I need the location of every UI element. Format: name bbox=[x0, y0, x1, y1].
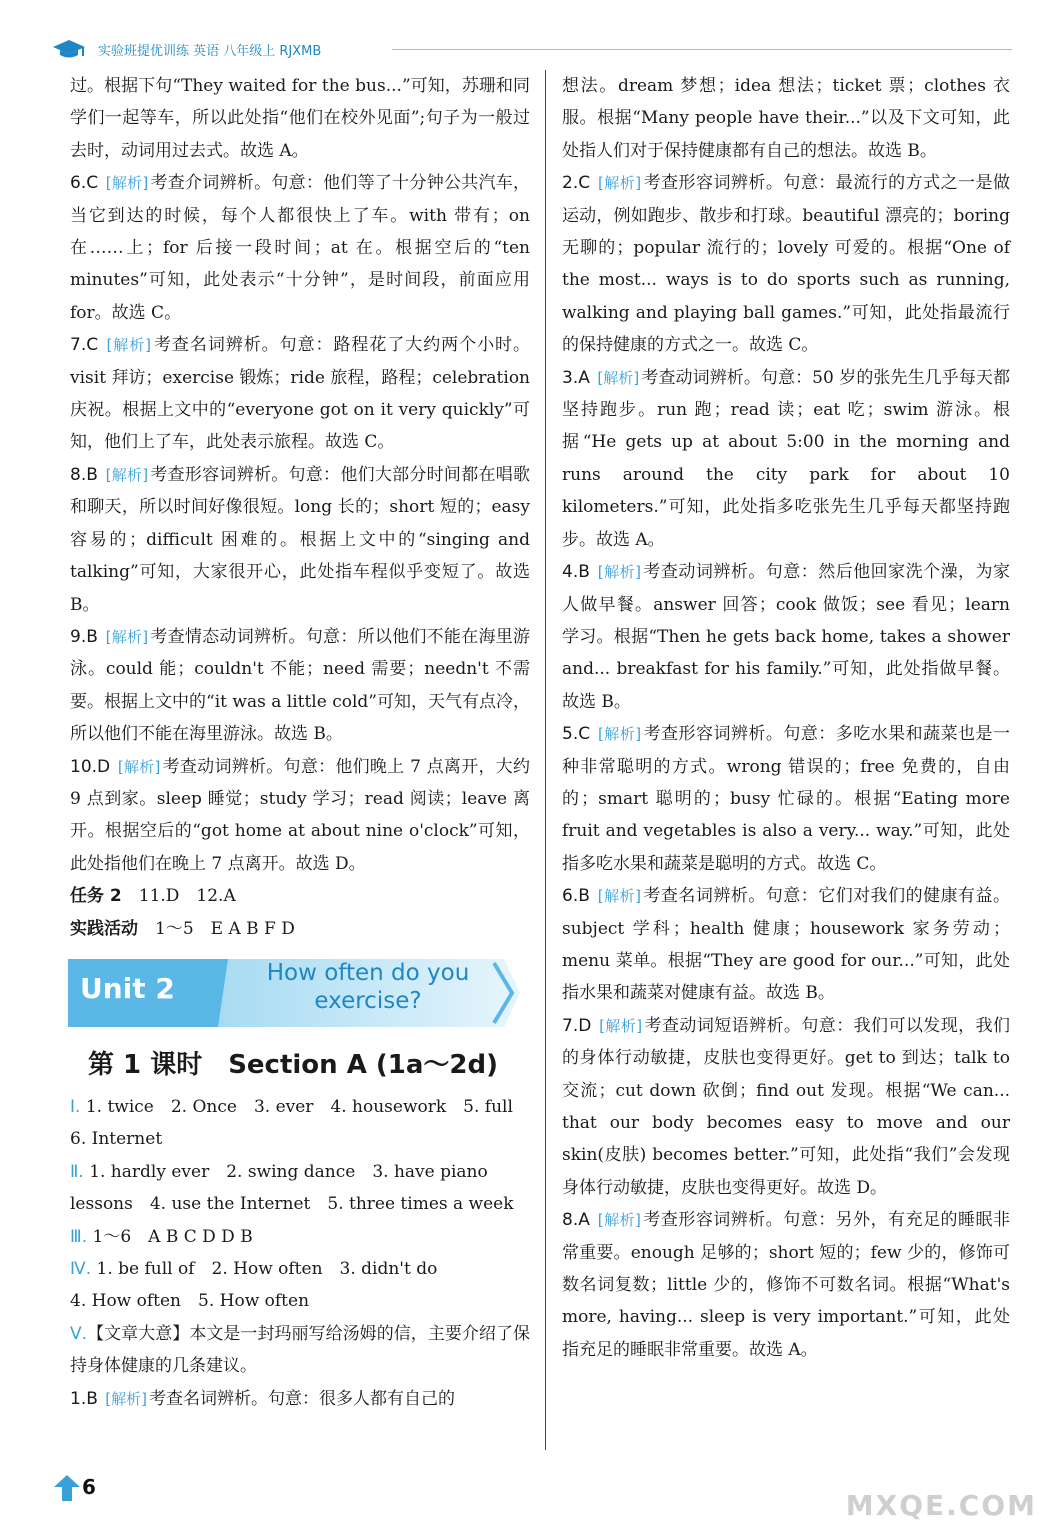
graduation-cap-icon bbox=[52, 38, 86, 60]
left-item-8: 8.B [解析] 考查形容词辨析。句意：他们大部分时间都在唱歌和聊天，所以时间好像很短。long 长的；short 短的；easy 容易的；difficult 困难的。根据上文中的“singing and talking”可知，大家很开心，此处指车程似乎变短了。故选 B。 bbox=[70, 464, 531, 615]
unit-banner bbox=[68, 955, 524, 1031]
analysis-tag: [解析] bbox=[106, 336, 152, 355]
answers-section-5: Ⅴ.【文章大意】本文是一封玛丽写给汤姆的信，主要介绍了保持身体健康的几条建议。 bbox=[70, 1323, 530, 1377]
left-item-10: 10.D [解析] 考查动词辨析。句意：他们晚上 7 点离开，大约 9 点到家。sleep 睡觉；study 学习；read 阅读；leave 离开。根据空后的“got home at about nine o'clock”可知，此处指他们在晚上 7 点离开。故选 D。 bbox=[70, 756, 530, 874]
page-header bbox=[52, 38, 1012, 60]
analysis-tag: [解析] bbox=[105, 1389, 148, 1408]
task2-answers: 任务 2 11.D 12.A bbox=[70, 886, 236, 907]
left-column bbox=[70, 70, 530, 1415]
right-intro: 想法。dream 梦想；idea 想法；ticket 票；clothes 衣服。根据“Many people have their...”以及下文可知，此处指人们对于保持健康都有自己的想法。故选 B。 bbox=[562, 76, 1010, 161]
right-column bbox=[562, 70, 1010, 1366]
header-rule bbox=[392, 49, 1012, 50]
analysis-tag: [解析] bbox=[597, 174, 642, 193]
left-item-9: 9.B [解析] 考查情态动词辨析。句意：所以他们不能在海里游泳。could 能；couldn't 不能；need 需要；needn't 不需要。根据上文中的“it was a little cold”可知，天气有点冷，所以他们不能在海里游泳。故选 B。 bbox=[70, 626, 531, 745]
right-item-7: 7.D [解析] 考查动词短语辨析。句意：我们可以发现，我们的身体行动敏捷，皮肤也变得更好。get to 到达；talk to 交流；cut down 砍倒；find out 发现。根据“We can... that our body becomes easy to move and our skin(皮肤) becomes better.”可知，此处指“我们”会发现身体行动敏捷，皮肤也变得更好。故选 D。 bbox=[562, 1015, 1010, 1198]
unit-label: Unit 2 bbox=[80, 971, 175, 1005]
lesson-title: 第 1 课时 Section A (1a～2d) bbox=[88, 1049, 499, 1080]
left-item-6: 6.C [解析] 考查介词辨析。句意：他们等了十分钟公共汽车，当它到达的时候，每个人都很快上了车。with 带有；on 在……上；for 后接一段时间；at 在。根据空后的“ten minutes”可知，此处表示“十分钟”，是时间段，前面应用 for。故选 C。 bbox=[70, 173, 531, 323]
right-item-5: 5.C [解析] 考查形容词辨析。句意：多吃水果和蔬菜也是一种非常聪明的方式。wrong 错误的；free 免费的，自由的；smart 聪明的；busy 忙碌的。根据“Eating more fruit and vegetables is also a very... way.”可知，此处指多吃水果和蔬菜是聪明的方式。故选 C。 bbox=[562, 724, 1011, 874]
analysis-tag: [解析] bbox=[597, 1211, 641, 1230]
analysis-tag: [解析] bbox=[597, 725, 642, 744]
unit-subtitle: How often do you exercise? bbox=[266, 959, 470, 1014]
right-item-8: 8.A [解析] 考查形容词辨析。句意：另外，有充足的睡眠非常重要。enough 足够的；short 短的；few 少的，修饰可数名词复数；little 少的，修饰不可数名词。根据“What's more, having... sleep is very important.”可知，此处指充足的睡眠非常重要。故选 A。 bbox=[562, 1210, 1010, 1360]
answers-q1: 1.B [解析] 考查名词辨析。句意：很多人都有自己的 bbox=[70, 1388, 456, 1409]
left-intro: 过。根据下句“They waited for the bus...”可知，苏珊和同学们一起等车，所以此处指“他们在校外见面”;句子为一般过去时，动词用过去式。故选 A。 bbox=[70, 76, 530, 161]
answers-section-1: Ⅰ. 1. twice 2. Once 3. ever 4. housework 5. full 6. Internet bbox=[70, 1096, 513, 1150]
analysis-tag: [解析] bbox=[599, 1016, 643, 1035]
analysis-tag: [解析] bbox=[117, 757, 161, 776]
page-number: 6 bbox=[52, 1473, 104, 1503]
page-arrow-icon bbox=[52, 1473, 82, 1503]
analysis-tag: [解析] bbox=[597, 887, 641, 906]
analysis-tag: [解析] bbox=[105, 174, 149, 193]
analysis-tag: [解析] bbox=[597, 368, 640, 387]
column-divider bbox=[545, 70, 546, 1450]
answers-section-2: Ⅱ. 1. hardly ever 2. swing dance 3. have piano lessons 4. use the Internet 5. three times a week bbox=[70, 1161, 514, 1215]
right-item-2: 2.C [解析] 考查形容词辨析。句意：最流行的方式之一是做运动，例如跑步、散步和打球。beautiful 漂亮的；boring 无聊的；popular 流行的；lovely 可爱的。根据“One of the most... ways is to do sports such as running, walking and playing ball games.”可知，此处指最流行的保持健康的方式之一。故选 C。 bbox=[562, 173, 1011, 356]
header-title: 实验班提优训练 英语 八年级上 RJXMB bbox=[98, 44, 322, 59]
analysis-tag: [解析] bbox=[597, 563, 641, 582]
right-item-4: 4.B [解析] 考查动词辨析。句意：然后他回家洗个澡，为家人做早餐。answer 回答；cook 做饭；see 看见；learn 学习。根据“Then he gets back home, takes a shower and... breakfast for his family.”可知，此处指做早餐。故选 B。 bbox=[562, 562, 1011, 712]
watermark-logo: MXQE.COM bbox=[845, 1489, 1037, 1522]
right-item-3: 3.A [解析] 考查动词辨析。句意：50 岁的张先生几乎每天都坚持跑步。run 跑；read 读；eat 吃；swim 游泳。根据“He gets up at about 5:00 in the morning and runs around the city park for about 10 kilometers.”可知，此处指多吃张先生几乎每天都坚持跑步。故选 A。 bbox=[562, 367, 1010, 550]
practice-answers: 实践活动 1～5 E A B F D bbox=[70, 918, 295, 939]
answers-section-4: Ⅳ. 1. be full of 2. How often 3. didn't do 4. How often 5. How often bbox=[70, 1259, 438, 1312]
left-item-7: 7.C [解析] 考查名词辨析。句意：路程花了大约两个小时。visit 拜访；exercise 锻炼；ride 旅程，路程；celebration 庆祝。根据上文中的“everyone got on it very quickly”可知，他们上了车，此处表示旅程。故选 C。 bbox=[70, 335, 531, 453]
right-item-6: 6.B [解析] 考查名词辨析。句意：它们对我们的健康有益。subject 学科；health 健康；housework 家务劳动；menu 菜单。根据“They are good for our...”可知，此处指水果和蔬菜对健康有益。故选 B。 bbox=[562, 886, 1011, 1004]
analysis-tag: [解析] bbox=[105, 465, 149, 484]
analysis-tag: [解析] bbox=[105, 627, 149, 646]
answers-section-3: Ⅲ. 1～6 A B C D D B bbox=[70, 1226, 253, 1247]
